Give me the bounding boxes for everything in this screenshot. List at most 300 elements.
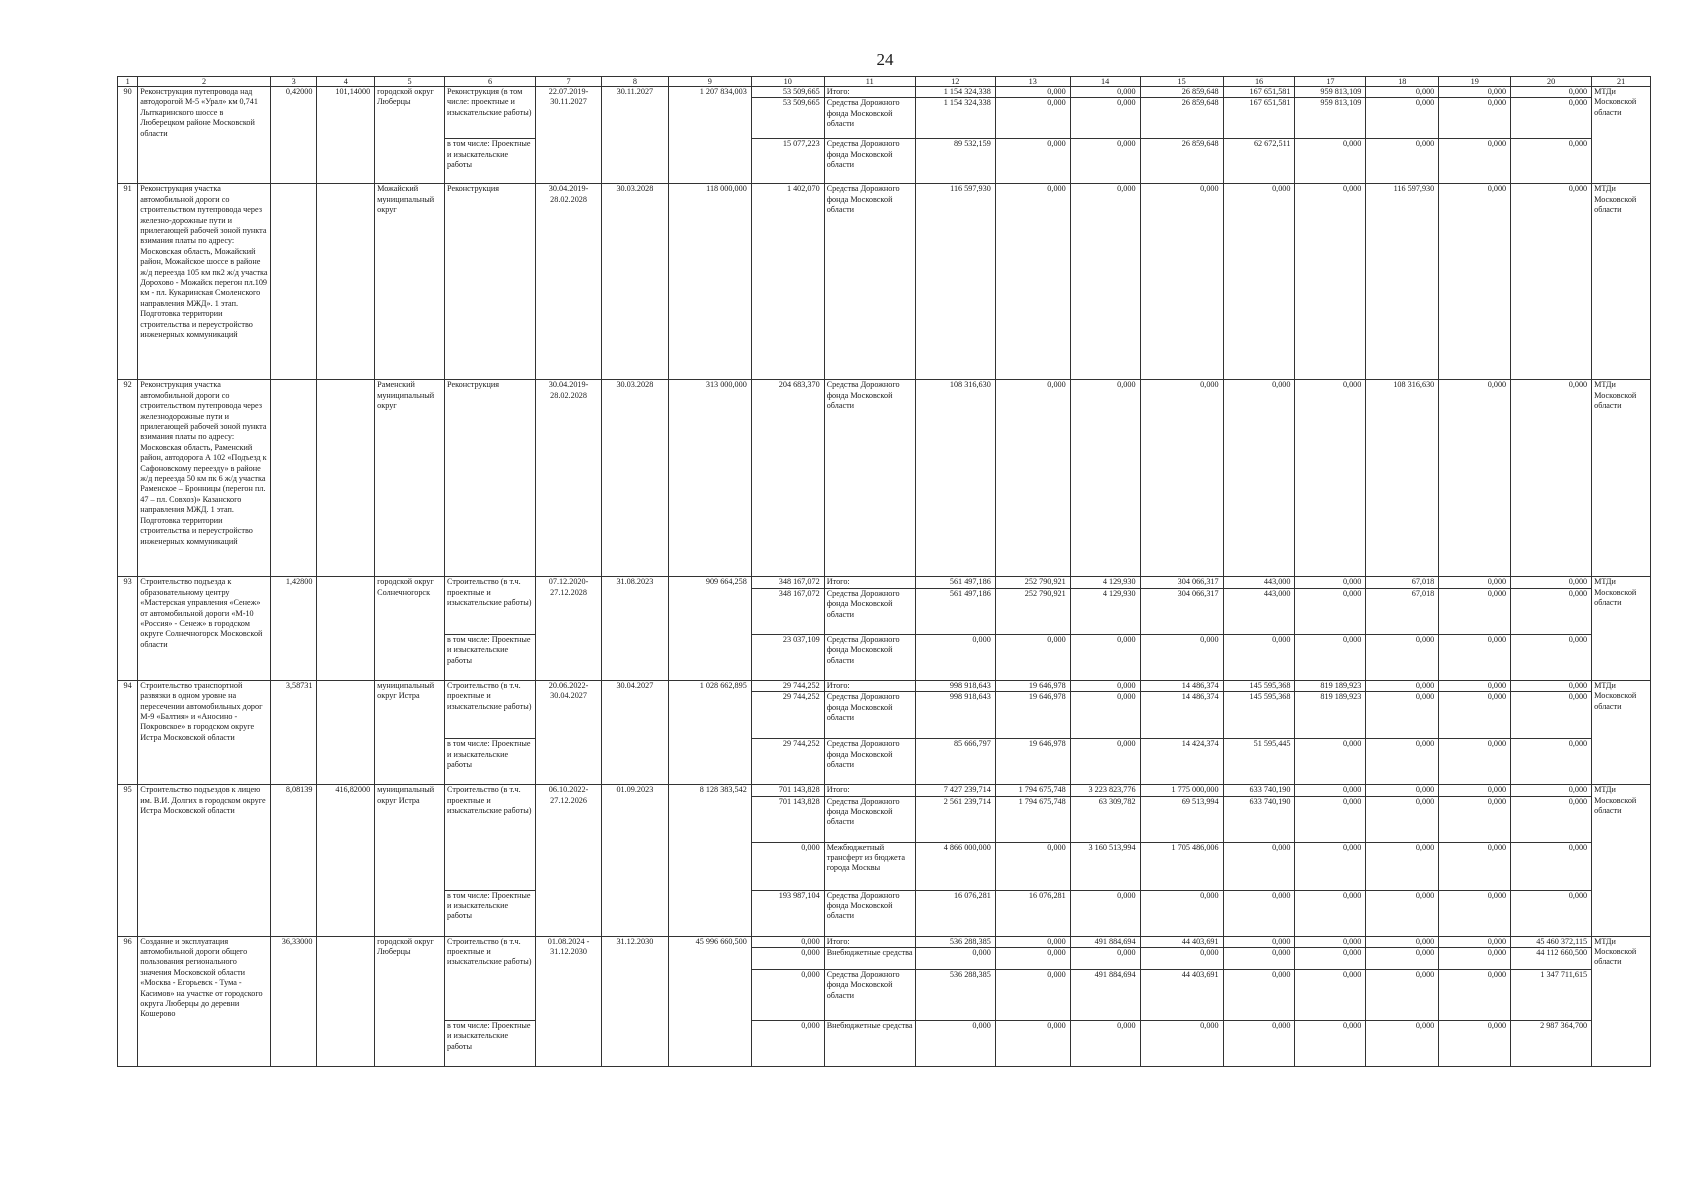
funded-before: 53 509,665 — [751, 87, 824, 98]
responsible-executor: МТДи Московской области — [1592, 577, 1651, 680]
work-dates: 30.04.2019-28.02.2028 — [536, 184, 602, 380]
funding-amount: 4 129,930 — [1070, 588, 1140, 634]
funding-amount: 0,000 — [1366, 890, 1439, 936]
funding-amount: 0,000 — [1439, 139, 1511, 184]
funding-amount: 0,000 — [995, 948, 1070, 970]
funding-amount: 0,000 — [1223, 842, 1295, 890]
funding-amount: 0,000 — [1140, 634, 1223, 680]
municipal-district: муниципальный округ Истра — [375, 680, 445, 784]
work-type: в том числе: Проектные и изыскательские работы — [445, 139, 536, 184]
funding-amount: 0,000 — [1223, 634, 1295, 680]
funding-source: Средства Дорожного фонда Московской области — [824, 184, 915, 380]
funding-amount: 0,000 — [915, 948, 995, 970]
funding-amount: 0,000 — [1511, 680, 1592, 691]
funding-amount: 443,000 — [1223, 577, 1295, 588]
funding-amount: 536 288,385 — [915, 936, 995, 947]
funded-before: 29 744,252 — [751, 739, 824, 785]
column-number: 20 — [1511, 77, 1592, 87]
funded-before: 23 037,109 — [751, 634, 824, 680]
funding-amount: 26 859,648 — [1140, 139, 1223, 184]
funding-amount: 1 347 711,615 — [1511, 970, 1592, 1021]
funding-amount: 0,000 — [1295, 139, 1366, 184]
area-value — [317, 680, 375, 784]
funding-amount: 0,000 — [1366, 842, 1439, 890]
project-name: Реконструкция путепровода над автодорогой М-5 «Урал» км 0,741 Лыткаринского шоссе в Люберецком районе Московской области — [138, 87, 271, 184]
funding-source: Средства Дорожного фонда Московской области — [824, 796, 915, 842]
work-type: в том числе: Проектные и изыскательские работы — [445, 890, 536, 936]
funding-amount: 819 189,923 — [1295, 680, 1366, 691]
table-body — [118, 87, 1651, 1067]
work-type: Реконструкция (в том числе: проектные и изыскательские работы) — [445, 87, 536, 139]
funding-amount: 0,000 — [1366, 785, 1439, 796]
funding-amount: 998 918,643 — [915, 680, 995, 691]
funding-amount: 0,000 — [1366, 1021, 1439, 1067]
funding-amount: 0,000 — [1366, 948, 1439, 970]
funding-amount: 0,000 — [1439, 588, 1511, 634]
column-number: 16 — [1223, 77, 1295, 87]
table-row — [118, 680, 1651, 691]
funding-amount: 1 794 675,748 — [995, 785, 1070, 796]
work-type: Реконструкция — [445, 184, 536, 380]
funding-amount: 0,000 — [1439, 87, 1511, 98]
funding-amount: 0,000 — [1511, 634, 1592, 680]
funding-amount: 0,000 — [1511, 796, 1592, 842]
funding-source: Средства Дорожного фонда Московской области — [824, 692, 915, 739]
funding-amount: 16 076,281 — [915, 890, 995, 936]
funding-amount: 0,000 — [1295, 785, 1366, 796]
funding-amount: 62 672,511 — [1223, 139, 1295, 184]
total-cost: 1 028 662,895 — [668, 680, 751, 784]
column-number: 5 — [375, 77, 445, 87]
length-km: 3,58731 — [270, 680, 317, 784]
funding-amount: 0,000 — [995, 1021, 1070, 1067]
column-number: 3 — [270, 77, 317, 87]
row-number: 94 — [118, 680, 138, 784]
funding-amount: 0,000 — [1295, 842, 1366, 890]
work-type: в том числе: Проектные и изыскательские работы — [445, 1021, 536, 1067]
funded-before: 204 683,370 — [751, 380, 824, 577]
length-km: 8,08139 — [270, 785, 317, 936]
work-dates: 06.10.2022-27.12.2026 — [536, 785, 602, 936]
funding-amount: 3 223 823,776 — [1070, 785, 1140, 796]
funding-amount: 443,000 — [1223, 588, 1295, 634]
program-table — [117, 76, 1651, 1067]
funding-amount: 67,018 — [1366, 588, 1439, 634]
funding-amount: 89 532,159 — [915, 139, 995, 184]
funding-amount: 0,000 — [1295, 890, 1366, 936]
funding-amount: 14 424,374 — [1140, 739, 1223, 785]
project-name: Строительство подъезда к образовательному центру «Мастерская управления «Сенеж» от автомобильной дороги «М-10 «Россия» - Сенеж» в городском округе Солнечногорск Московской области — [138, 577, 271, 680]
funding-amount: 44 112 660,500 — [1511, 948, 1592, 970]
funding-amount: 536 288,385 — [915, 970, 995, 1021]
funding-amount: 0,000 — [1439, 380, 1511, 577]
funding-amount: 14 486,374 — [1140, 692, 1223, 739]
municipal-district: городской округ Люберцы — [375, 936, 445, 1066]
funding-source: Средства Дорожного фонда Московской области — [824, 970, 915, 1021]
funding-source: Средства Дорожного фонда Московской области — [824, 588, 915, 634]
funded-before: 29 744,252 — [751, 692, 824, 739]
funding-amount: 0,000 — [1070, 139, 1140, 184]
funding-amount: 0,000 — [995, 98, 1070, 139]
funding-amount: 0,000 — [1511, 139, 1592, 184]
funding-amount: 0,000 — [1511, 577, 1592, 588]
funding-amount: 0,000 — [1295, 588, 1366, 634]
funding-source: Межбюджетный трансферт из бюджета города Москвы — [824, 842, 915, 890]
funding-amount: 0,000 — [995, 970, 1070, 1021]
funding-amount: 0,000 — [1295, 796, 1366, 842]
funding-amount: 0,000 — [1511, 98, 1592, 139]
completion-date: 30.11.2027 — [601, 87, 668, 184]
table-row — [118, 184, 1651, 380]
funding-amount: 0,000 — [1223, 890, 1295, 936]
column-number: 19 — [1439, 77, 1511, 87]
length-km: 36,33000 — [270, 936, 317, 1066]
area-value: 101,14000 — [317, 87, 375, 184]
funding-amount: 0,000 — [1511, 890, 1592, 936]
funding-amount: 1 794 675,748 — [995, 796, 1070, 842]
area-value — [317, 936, 375, 1066]
funding-amount: 167 651,581 — [1223, 98, 1295, 139]
work-type: в том числе: Проектные и изыскательские работы — [445, 634, 536, 680]
project-name: Реконструкция участка автомобильной дороги со строительством путепровода через железнодорожные пути и прилегающей рабочей зоной пункта взимания платы по адресу: Московская область, Раменский район, автодорога А 102 «Подъезд к Сафоновскому переезду» в районе ж/д переезда 50 км пк 6 ж/д участка Раменское – Бронницы (перегон пл. 47 – пл. Совхоз)» Казанского направления МЖД. 1 этап. Подготовка территории строительства и переустройство инженерных коммуникаций — [138, 380, 271, 577]
funding-amount: 2 561 239,714 — [915, 796, 995, 842]
funding-amount: 0,000 — [1295, 577, 1366, 588]
table-row — [118, 380, 1651, 577]
funding-amount: 44 403,691 — [1140, 970, 1223, 1021]
funding-amount: 85 666,797 — [915, 739, 995, 785]
table-row — [118, 87, 1651, 98]
funding-amount: 0,000 — [1070, 634, 1140, 680]
total-cost: 909 664,258 — [668, 577, 751, 680]
total-cost: 118 000,000 — [668, 184, 751, 380]
funding-amount: 26 859,648 — [1140, 87, 1223, 98]
funding-amount: 0,000 — [1366, 98, 1439, 139]
funding-amount: 0,000 — [1140, 948, 1223, 970]
funding-source: Средства Дорожного фонда Московской области — [824, 380, 915, 577]
funded-before: 29 744,252 — [751, 680, 824, 691]
funding-amount: 0,000 — [1511, 842, 1592, 890]
funding-amount: 0,000 — [1070, 184, 1140, 380]
funding-amount: 14 486,374 — [1140, 680, 1223, 691]
funding-amount: 0,000 — [915, 1021, 995, 1067]
work-type: Строительство (в т.ч. проектные и изыскательские работы) — [445, 785, 536, 890]
municipal-district: Раменский муниципальный округ — [375, 380, 445, 577]
funding-amount: 1 154 324,338 — [915, 87, 995, 98]
funding-amount: 26 859,648 — [1140, 98, 1223, 139]
funding-amount: 0,000 — [1070, 98, 1140, 139]
funding-amount: 0,000 — [1439, 796, 1511, 842]
funding-amount: 561 497,186 — [915, 588, 995, 634]
table-row — [118, 577, 1651, 588]
funding-amount: 0,000 — [1366, 936, 1439, 947]
funding-amount: 145 595,368 — [1223, 692, 1295, 739]
table-row — [118, 785, 1651, 796]
funding-source: Внебюджетные средства — [824, 948, 915, 970]
funding-amount: 3 160 513,994 — [1070, 842, 1140, 890]
funding-amount: 0,000 — [1295, 936, 1366, 947]
page-number: 24 — [876, 50, 894, 69]
funding-amount: 0,000 — [1223, 948, 1295, 970]
total-cost: 1 207 834,003 — [668, 87, 751, 184]
funding-amount: 0,000 — [1511, 785, 1592, 796]
funding-amount: 0,000 — [1070, 692, 1140, 739]
funding-amount: 0,000 — [1439, 184, 1511, 380]
funding-amount: 7 427 239,714 — [915, 785, 995, 796]
funding-amount: 1 775 000,000 — [1140, 785, 1223, 796]
column-number: 10 — [751, 77, 824, 87]
funding-amount: 0,000 — [1439, 936, 1511, 947]
column-number: 11 — [824, 77, 915, 87]
row-number: 93 — [118, 577, 138, 680]
funding-amount: 4 866 000,000 — [915, 842, 995, 890]
funding-amount: 0,000 — [1439, 692, 1511, 739]
total-cost: 313 000,000 — [668, 380, 751, 577]
funding-amount: 63 309,782 — [1070, 796, 1140, 842]
work-dates: 22.07.2019-30.11.2027 — [536, 87, 602, 184]
funding-amount: 0,000 — [1511, 739, 1592, 785]
funded-before: 0,000 — [751, 842, 824, 890]
completion-date: 31.08.2023 — [601, 577, 668, 680]
funding-source: Итого: — [824, 680, 915, 691]
work-type: Строительство (в т.ч. проектные и изыскательские работы) — [445, 680, 536, 738]
funded-before: 0,000 — [751, 948, 824, 970]
funding-source: Внебюджетные средства — [824, 1021, 915, 1067]
funding-amount: 998 918,643 — [915, 692, 995, 739]
funding-amount: 0,000 — [995, 87, 1070, 98]
funding-amount: 252 790,921 — [995, 577, 1070, 588]
funding-source: Итого: — [824, 785, 915, 796]
completion-date: 30.03.2028 — [601, 380, 668, 577]
funding-amount: 0,000 — [1439, 739, 1511, 785]
project-name: Строительство транспортной развязки в одном уровне на пересечении автомобильных дорог М-9 «Балтия» и «Аносино - Покровское» в городском округе Истра Московской области — [138, 680, 271, 784]
column-number: 18 — [1366, 77, 1439, 87]
completion-date: 30.03.2028 — [601, 184, 668, 380]
funding-amount: 0,000 — [1070, 739, 1140, 785]
funded-before: 0,000 — [751, 936, 824, 947]
funding-amount: 0,000 — [1366, 692, 1439, 739]
funding-amount: 0,000 — [1070, 948, 1140, 970]
responsible-executor: МТДи Московской области — [1592, 936, 1651, 1066]
area-value — [317, 380, 375, 577]
row-number: 90 — [118, 87, 138, 184]
work-dates: 30.04.2019-28.02.2028 — [536, 380, 602, 577]
funding-amount: 633 740,190 — [1223, 785, 1295, 796]
municipal-district: муниципальный округ Истра — [375, 785, 445, 936]
completion-date: 31.12.2030 — [601, 936, 668, 1066]
work-dates: 07.12.2020-27.12.2028 — [536, 577, 602, 680]
column-number: 4 — [317, 77, 375, 87]
funding-amount: 0,000 — [1511, 380, 1592, 577]
funding-amount: 116 597,930 — [915, 184, 995, 380]
funding-amount: 0,000 — [1295, 1021, 1366, 1067]
work-dates: 20.06.2022-30.04.2027 — [536, 680, 602, 784]
funded-before: 701 143,828 — [751, 796, 824, 842]
column-number: 21 — [1592, 77, 1651, 87]
funding-amount: 0,000 — [1439, 970, 1511, 1021]
funding-amount: 4 129,930 — [1070, 577, 1140, 588]
funded-before: 0,000 — [751, 1021, 824, 1067]
column-number: 9 — [668, 77, 751, 87]
length-km: 0,42000 — [270, 87, 317, 184]
funding-amount: 0,000 — [1295, 184, 1366, 380]
funding-amount: 0,000 — [1295, 739, 1366, 785]
municipal-district: городской округ Солнечногорск — [375, 577, 445, 680]
work-type: Строительство (в т.ч. проектные и изыскательские работы) — [445, 936, 536, 1020]
funding-amount: 0,000 — [1511, 588, 1592, 634]
row-number: 96 — [118, 936, 138, 1066]
funding-amount: 51 595,445 — [1223, 739, 1295, 785]
funding-amount: 0,000 — [1439, 634, 1511, 680]
funding-amount: 0,000 — [1439, 1021, 1511, 1067]
funding-amount: 167 651,581 — [1223, 87, 1295, 98]
funding-source: Средства Дорожного фонда Московской области — [824, 98, 915, 139]
funding-amount: 0,000 — [1140, 184, 1223, 380]
funding-amount: 69 513,994 — [1140, 796, 1223, 842]
project-name: Создание и эксплуатация автомобильной дороги общего пользования регионального значения Московской области «Москва - Егорьевск - Тума - Касимов» на участке от городского округа Люберцы до деревни Кошерово — [138, 936, 271, 1066]
funding-amount: 252 790,921 — [995, 588, 1070, 634]
funding-amount: 0,000 — [1511, 87, 1592, 98]
funding-amount: 0,000 — [1366, 87, 1439, 98]
column-number: 1 — [118, 77, 138, 87]
funding-amount: 0,000 — [1070, 380, 1140, 577]
project-name: Строительство подъездов к лицею им. В.И. Долгих в городском округе Истра Московской области — [138, 785, 271, 936]
funding-amount: 304 066,317 — [1140, 588, 1223, 634]
funding-amount: 44 403,691 — [1140, 936, 1223, 947]
funding-amount: 0,000 — [1295, 380, 1366, 577]
row-number: 92 — [118, 380, 138, 577]
column-number: 6 — [445, 77, 536, 87]
length-km — [270, 380, 317, 577]
work-dates: 01.08.2024 - 31.12.2030 — [536, 936, 602, 1066]
funding-amount: 0,000 — [1070, 1021, 1140, 1067]
funded-before: 701 143,828 — [751, 785, 824, 796]
funding-amount: 491 884,694 — [1070, 936, 1140, 947]
funding-amount: 0,000 — [995, 380, 1070, 577]
funding-amount: 145 595,368 — [1223, 680, 1295, 691]
column-number: 12 — [915, 77, 995, 87]
funding-amount: 304 066,317 — [1140, 577, 1223, 588]
funded-before: 1 402,070 — [751, 184, 824, 380]
column-number: 15 — [1140, 77, 1223, 87]
funding-amount: 0,000 — [1511, 184, 1592, 380]
funding-amount: 0,000 — [995, 634, 1070, 680]
area-value — [317, 577, 375, 680]
funding-amount: 0,000 — [1366, 680, 1439, 691]
funding-amount: 116 597,930 — [1366, 184, 1439, 380]
funding-amount: 19 646,978 — [995, 739, 1070, 785]
table-row — [118, 936, 1651, 947]
area-value — [317, 184, 375, 380]
length-km — [270, 184, 317, 380]
funding-source: Средства Дорожного фонда Московской области — [824, 890, 915, 936]
row-number: 95 — [118, 785, 138, 936]
funding-amount: 0,000 — [1439, 785, 1511, 796]
completion-date: 30.04.2027 — [601, 680, 668, 784]
funding-amount: 0,000 — [1511, 692, 1592, 739]
funding-amount: 959 813,109 — [1295, 87, 1366, 98]
funding-source: Итого: — [824, 87, 915, 98]
funded-before: 348 167,072 — [751, 588, 824, 634]
column-number: 14 — [1070, 77, 1140, 87]
completion-date: 01.09.2023 — [601, 785, 668, 936]
funding-amount: 0,000 — [1140, 1021, 1223, 1067]
funding-amount: 0,000 — [1223, 184, 1295, 380]
funding-amount: 0,000 — [995, 936, 1070, 947]
funding-amount: 45 460 372,115 — [1511, 936, 1592, 947]
funding-amount: 0,000 — [1366, 796, 1439, 842]
funding-amount: 491 884,694 — [1070, 970, 1140, 1021]
funding-amount: 0,000 — [1439, 577, 1511, 588]
funding-amount: 1 705 486,006 — [1140, 842, 1223, 890]
column-number: 2 — [138, 77, 271, 87]
funding-amount: 0,000 — [1295, 948, 1366, 970]
length-km: 1,42800 — [270, 577, 317, 680]
total-cost: 45 996 660,500 — [668, 936, 751, 1066]
funded-before: 348 167,072 — [751, 577, 824, 588]
funding-amount: 19 646,978 — [995, 692, 1070, 739]
funding-amount: 0,000 — [1439, 842, 1511, 890]
area-value: 416,82000 — [317, 785, 375, 936]
funding-source: Итого: — [824, 936, 915, 947]
responsible-executor: МТДи Московской области — [1592, 680, 1651, 784]
municipal-district: Можайский муниципальный округ — [375, 184, 445, 380]
funding-amount: 19 646,978 — [995, 680, 1070, 691]
column-number: 8 — [601, 77, 668, 87]
funding-amount: 0,000 — [1366, 970, 1439, 1021]
responsible-executor: МТДи Московской области — [1592, 184, 1651, 380]
funding-amount: 108 316,630 — [915, 380, 995, 577]
column-number: 13 — [995, 77, 1070, 87]
funding-amount: 0,000 — [1439, 680, 1511, 691]
column-number-row — [118, 77, 1651, 87]
funding-amount: 0,000 — [1439, 890, 1511, 936]
funding-amount: 0,000 — [1223, 970, 1295, 1021]
funding-amount: 0,000 — [1070, 890, 1140, 936]
funding-amount: 0,000 — [1070, 87, 1140, 98]
column-number: 17 — [1295, 77, 1366, 87]
funding-amount: 633 740,190 — [1223, 796, 1295, 842]
funded-before: 193 987,104 — [751, 890, 824, 936]
funding-amount: 108 316,630 — [1366, 380, 1439, 577]
funding-amount: 0,000 — [1366, 634, 1439, 680]
funding-source: Средства Дорожного фонда Московской области — [824, 634, 915, 680]
funding-source: Средства Дорожного фонда Московской области — [824, 739, 915, 785]
funding-amount: 0,000 — [1070, 680, 1140, 691]
row-number: 91 — [118, 184, 138, 380]
funding-amount: 0,000 — [1223, 380, 1295, 577]
funding-amount: 0,000 — [1366, 739, 1439, 785]
responsible-executor: МТДи Московской области — [1592, 785, 1651, 936]
funding-amount: 0,000 — [1295, 634, 1366, 680]
funding-amount: 0,000 — [1140, 380, 1223, 577]
funding-amount: 561 497,186 — [915, 577, 995, 588]
funding-amount: 16 076,281 — [995, 890, 1070, 936]
column-number: 7 — [536, 77, 602, 87]
work-type: Строительство (в т.ч. проектные и изыскательские работы) — [445, 577, 536, 634]
funded-before: 53 509,665 — [751, 98, 824, 139]
total-cost: 8 128 383,542 — [668, 785, 751, 936]
funding-amount: 959 813,109 — [1295, 98, 1366, 139]
funding-amount: 0,000 — [1439, 948, 1511, 970]
funding-amount: 0,000 — [1140, 890, 1223, 936]
funding-amount: 0,000 — [995, 139, 1070, 184]
project-name: Реконструкция участка автомобильной дороги со строительством путепровода через железно-дорожные пути и прилегающей рабочей зоной пункта взимания платы по адресу: Московская область, Можайский район, Можайское шоссе в районе ж/д переезда 105 км пк2 ж/д участка Дорохово - Можайск перегон пл.109 км - пл. Кукаринская Смоленского направления МЖД». 1 этап. Подготовка территории строительства и переустройство инженерных коммуникаций — [138, 184, 271, 380]
funding-amount: 2 987 364,700 — [1511, 1021, 1592, 1067]
funding-amount: 0,000 — [1295, 970, 1366, 1021]
funding-amount: 819 189,923 — [1295, 692, 1366, 739]
funding-source: Средства Дорожного фонда Московской области — [824, 139, 915, 184]
municipal-district: городской округ Люберцы — [375, 87, 445, 184]
